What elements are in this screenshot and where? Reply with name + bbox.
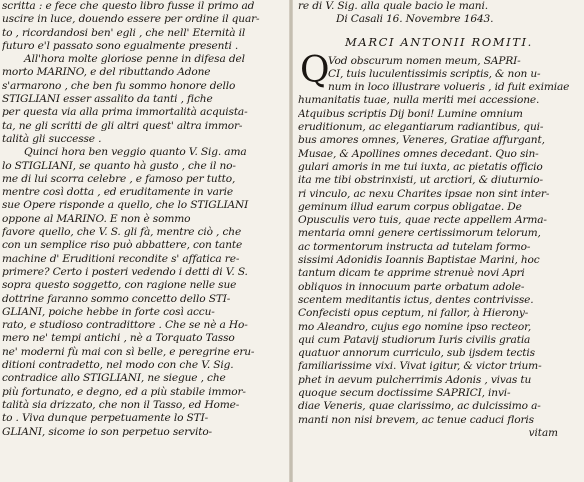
text-line: mero ne' tempi antichi , nè a Torquato Tasso <box>2 332 235 345</box>
text-line: ditioni contradetto, nel modo con che V. Sig. <box>2 359 234 372</box>
text-line: Di Casali 16. Novembre 1643. <box>336 13 494 26</box>
text-line: quatuor annorum curriculo, sub ijsdem tectis <box>298 347 535 360</box>
text-line: Opusculis vero tuis, quae recte appellem Arma- <box>298 214 547 227</box>
text-line: ta, ne gli scritti de gli altri quest' altra immor- <box>2 119 243 132</box>
text-line: s'armarono , che ben fu sommo honore dello <box>2 79 236 92</box>
text-line: contradice allo STIGLIANI, ne siegue , che <box>2 372 226 385</box>
text-line: humanitatis tuae, nulla meriti mei accessione. <box>298 94 540 107</box>
text-line: GLIANI, sicome io son perpetuo servito- <box>2 425 212 438</box>
text-line: scentem meditantis ictus, dentes contrivisse. <box>298 293 534 306</box>
text-line: sue Opere risponde a quello, che lo STIGLIANI <box>2 199 249 212</box>
text-line: manti non nisi brevem, ac tenue caduci floris <box>298 413 534 426</box>
text-line: geminum illud earum corpus obligatae. De <box>298 200 522 213</box>
text-line: ac tormentorum instructa ad tutelam formo- <box>298 240 531 253</box>
text-line: obliquos in innocuum parte orbatum adole- <box>298 280 525 293</box>
letter-closing <box>298 0 580 27</box>
text-line: lo STIGLIANI, se quanto hà gusto , che il no- <box>2 159 236 172</box>
text-line: Quinci hora ben veggio quanto V. Sig. ama <box>24 146 247 159</box>
text-line: primere? Certo i posteri vedendo i detti di V. S. <box>2 265 248 278</box>
catchword: vitam <box>528 426 558 439</box>
text-line: familiarissime vixi. Vivat igitur, & victor trium- <box>298 360 542 373</box>
text-line: talità sia drizzato, che non il Tasso, ed Home- <box>2 398 240 411</box>
text-line: mentaria omni genere certissimorum telorum, <box>298 227 541 240</box>
text-line: gulari amoris in me tui iuxta, ac pietatis officio <box>298 160 543 173</box>
left-paragraph-1 <box>2 0 286 53</box>
text-line: phet in aevum pulcherrimis Adonis , vivas tu <box>298 373 532 386</box>
text-line: rato, e studioso contradittore . Che se nè a Ho- <box>2 319 248 332</box>
text-line: ri vinculo, ac nexu Charites ipsae non sint inter- <box>298 187 550 200</box>
left-paragraph-2 <box>2 53 286 146</box>
text-line: scritta : e fece che questo libro fusse il primo ad <box>2 0 255 12</box>
text-line: per questa via alla prima immortalità acquista- <box>2 106 248 119</box>
text-line: num in loco illustrare volueris , id fuit eximiae <box>328 81 570 94</box>
text-line: eruditionum, ac elegantiarum radiantibus, qui- <box>298 121 544 134</box>
text-line: STIGLIANI esser assalito da tanti , fiche <box>2 93 213 106</box>
text-line: Atquibus scriptis Dij boni! Lumine omnium <box>298 107 523 120</box>
text-line: sissimi Adonidis Ioannis Baptistae Marini, hoc <box>298 254 540 267</box>
text-line: quoque secum doctissime SAPRICI, invi- <box>298 387 511 400</box>
text-line: ita me tibi obstrinxisti, ut arctiori, & diuturnio- <box>298 174 543 187</box>
column-gutter <box>289 0 293 482</box>
text-line: futuro e'l passato sono egualmente presenti . <box>2 39 239 52</box>
latin-epistle-body <box>298 94 580 426</box>
right-column <box>298 0 580 440</box>
text-line: più fortunato, e degno, ed a più stabile immor- <box>2 385 246 398</box>
text-line: bus amores omnes, Veneres, Gratiae affurgant, <box>298 134 545 147</box>
left-column <box>2 0 286 439</box>
text-line: Confecisti opus ceptum, ni fallor, à Hierony- <box>298 307 529 320</box>
text-line: dottrine faranno sommo concetto dello STI- <box>2 292 231 305</box>
text-line: CI, tuis luculentissimis scriptis, & non u- <box>328 67 541 80</box>
text-line: machine d' Eruditioni recondite s' affatica re- <box>2 252 240 265</box>
text-line: Vod obscurum nomen meum, SAPRI- <box>328 54 521 67</box>
left-paragraph-3 <box>2 146 286 439</box>
section-heading: MARCI ANTONII ROMITI. <box>345 34 533 49</box>
text-line: GLIANI, poiche hebbe in forte così accu- <box>2 305 215 318</box>
text-line: tantum dicam te apprime strenuè novi Apri <box>298 267 525 280</box>
text-line: sopra questo soggetto, con ragione nelle sue <box>2 279 237 292</box>
text-line: to , ricordandosi ben' egli , che nell' Eternità il <box>2 26 246 39</box>
text-line: morto MARINO, e del ributtando Adone <box>2 66 211 79</box>
text-line: to . Viva dunque perpetuamente lo STI- <box>2 412 209 425</box>
text-line: mo Aleandro, cujus ego nomine ipso recteor, <box>298 320 532 333</box>
text-line: uscire in luce, douendo essere per ordine il quar- <box>2 13 260 26</box>
drop-cap: Q <box>300 49 330 91</box>
text-line: oppone al MARINO. E non è sommo <box>2 212 191 225</box>
text-line: me di lui scorra celebre , e famoso per tutto, <box>2 172 236 185</box>
text-line: ne' moderni fù mai con sì belle, e peregrine eru- <box>2 345 255 358</box>
text-line: con un semplice riso può abbattere, con tante <box>2 239 243 252</box>
text-line: All'hora molte gloriose penne in difesa del <box>24 53 245 66</box>
text-line: favore quello, che V. S. gli fà, mentre ciò , che <box>2 226 242 239</box>
text-line: qui cum Patavij studiorum Iuris civilis gratia <box>298 333 531 346</box>
text-line: re di V. Sig. alla quale bacio le mani. <box>298 0 488 12</box>
text-line: Musae, & Apollines omnes decedant. Quo sin- <box>298 147 539 160</box>
text-line: mentre così dotta , ed eruditamente in varie <box>2 186 234 199</box>
latin-epistle-opening <box>298 49 580 95</box>
text-line: talità gli successe . <box>2 132 102 145</box>
text-line: diae Veneris, quae clarissimo, ac dulcissimo a- <box>298 400 541 413</box>
